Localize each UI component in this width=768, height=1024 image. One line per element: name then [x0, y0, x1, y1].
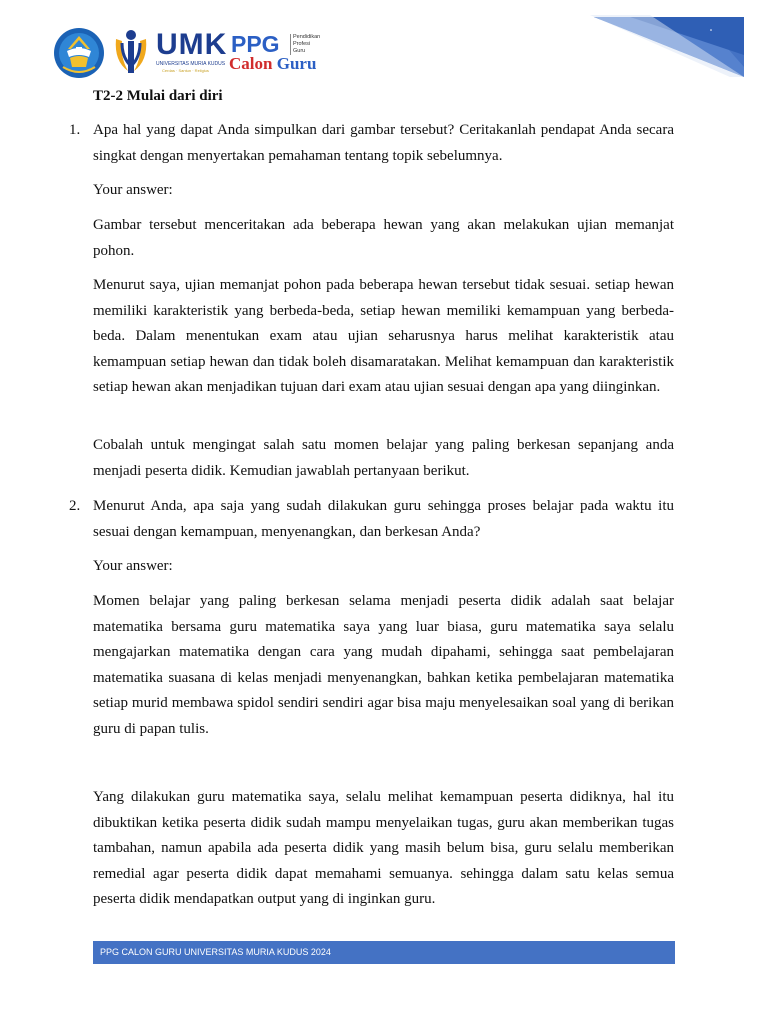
ppg-subtitle-line-2: Profesi — [293, 41, 311, 47]
tut-wuri-handayani-logo-icon — [53, 27, 105, 79]
umk-logo-icon — [110, 27, 152, 77]
question-2-intro: Cobalah untuk mengingat salah satu momen belajar yang paling berkesan sepanjang anda menjadi peserta didik. Kemudian jawablah pertanyaan berikut. — [93, 437, 674, 479]
question-1-text: Apa hal yang dapat Anda simpulkan dari gambar tersebut? Ceritakanlah pendapat Anda secara singkat dengan menyertakan pemahaman tentang topik sebelumnya. — [93, 122, 674, 164]
question-2-number: 2. — [69, 498, 81, 514]
ppg-subtitle — [290, 34, 333, 55]
question-2-text: Menurut Anda, apa saja yang sudah dilakukan guru sehingga proses belajar pada waktu itu sesuai dengan kemampuan, menyenangkan, dan berkesan Anda? — [93, 498, 674, 540]
question-2-answer-label: Your answer: — [93, 558, 173, 574]
umk-tagline: Cerdas · Santun · Religius — [162, 68, 209, 73]
ppg-subtitle-line-1: Pendidikan — [293, 34, 321, 40]
umk-title: UMK — [156, 28, 228, 61]
umk-subtitle: UNIVERSITAS MURIA KUDUS — [156, 61, 226, 67]
question-2-answer-paragraph-1: Momen belajar yang paling berkesan selama menjadi peserta didik adalah saat belajar matematika bersama guru matematika saya yang luar biasa, guru matematika saya selalu mengajarkan matematika dengan cara yang mudah dipahami, sehingga saat pembelajaran matematika suasana di kelas menjadi menyenangkan, bahkan ketika pembelajaran matematika setiap murid membawa spidol sendiri sendiri agar bisa maju menyelesaikan soal yang di berikan guru di papan tulis. — [93, 593, 674, 737]
corner-decoration-icon — [590, 15, 744, 77]
ppg-calon-guru-logo — [229, 29, 329, 76]
question-1-answer-paragraph-2: Menurut saya, ujian memanjat pohon pada beberapa hewan tersebut tidak sesuai. setiap hewan memiliki karakteristik yang berbeda-beda, setiap hewan memiliki kemampuan yang berbeda-beda. Dalam menentukan exam atau ujian seharusnya harus melihat karakteristik atau kemampuan setiap hewan dan tidak boleh disamaratakan. Melihat kemampuan dan karakteristik setiap hewan akan menjadikan tujuan dari exam atau ujian sesuai dengan apa yang diinginkan. — [93, 277, 674, 395]
question-2-answer-paragraph-2: Yang dilakukan guru matematika saya, selalu melihat kemampuan peserta didiknya, hal itu dibuktikan ketika peserta didik sudah mampu menyelaikan tugas, guru akan memberikan tugas tambahan, namun apabila ada peserta didik yang masih belum bisa, guru selalu memberikan remedial agar peserta didik dapat memahami semuanya. sehingga dalam satu kelas semua peserta didik mendapatkan output yang di inginkan guru. — [93, 789, 674, 907]
question-1-answer-label: Your answer: — [93, 182, 173, 198]
question-1-number: 1. — [69, 122, 81, 138]
ppg-subtitle-line-3: Guru — [293, 48, 306, 54]
ppg-title: PPG — [231, 31, 280, 57]
section-title: T2-2 Mulai dari diri — [93, 88, 223, 104]
ppg-calon-guru-text — [229, 55, 316, 73]
footer-text: PPG CALON GURU UNIVERSITAS MURIA KUDUS 2024 — [100, 947, 331, 957]
ppg-guru-word: Guru — [276, 54, 317, 73]
footer-bar — [93, 941, 675, 964]
question-1-answer-paragraph-1: Gambar tersebut menceritakan ada beberapa hewan yang akan melakukan ujian memanjat pohon. — [93, 217, 674, 259]
ppg-calon-word: Calon — [229, 54, 273, 73]
